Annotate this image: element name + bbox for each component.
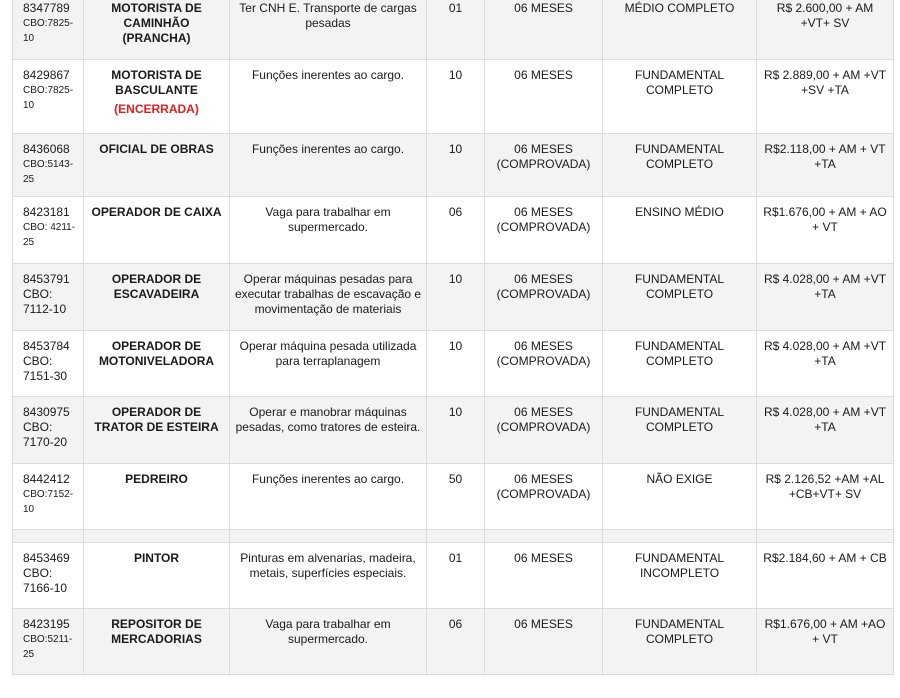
job-title-cell [84, 134, 230, 197]
salary-benefits: R$ 4.028,00 + AM +VT +TA [763, 339, 887, 368]
job-title: PEDREIRO [125, 472, 188, 486]
job-description-cell [230, 543, 427, 609]
spacer-cell [230, 530, 427, 543]
job-title: MOTORISTA DE BASCULANTE [111, 68, 202, 97]
salary-benefits-cell [757, 0, 894, 60]
job-code: 8436068 [23, 142, 70, 156]
salary-benefits: R$ 2.600,00 + AM +VT+ SV [776, 1, 874, 30]
cbo-code: CBO: 7151-30 [23, 354, 68, 383]
vacancy-count: 10 [448, 142, 463, 156]
vacancy-count: 10 [448, 68, 463, 82]
job-description-cell [230, 397, 427, 464]
education-requirement-cell [603, 60, 757, 134]
job-description-cell [230, 60, 427, 134]
job-code-cell [13, 197, 84, 264]
job-description: Funções inerentes ao cargo. [251, 472, 405, 486]
vacancy-count-cell [427, 397, 485, 464]
job-description-cell [230, 134, 427, 197]
experience-requirement: 06 MESES (COMPROVADA) [496, 142, 591, 171]
job-description-cell [230, 197, 427, 264]
job-table-container [12, 0, 898, 675]
job-title-cell [84, 543, 230, 609]
vacancy-count-cell [427, 609, 485, 675]
experience-requirement: 06 MESES (COMPROVADA) [496, 272, 591, 301]
salary-benefits-cell [757, 134, 894, 197]
spacer-cell [427, 530, 485, 543]
cbo-code: CBO:7825-10 [23, 18, 74, 44]
experience-requirement: 06 MESES [514, 1, 573, 15]
table-row [13, 464, 894, 530]
job-code-cell [13, 464, 84, 530]
job-title: OPERADOR DE CAIXA [91, 205, 222, 219]
experience-requirement-cell [485, 60, 603, 134]
education-requirement-cell [603, 331, 757, 397]
experience-requirement-cell [485, 397, 603, 464]
salary-benefits-cell [757, 543, 894, 609]
job-code: 8453784 [23, 339, 70, 353]
education-requirement: ENSINO MÉDIO [635, 205, 724, 219]
job-description-cell [230, 0, 427, 60]
vacancy-count-cell [427, 331, 485, 397]
education-requirement-cell [603, 264, 757, 331]
education-requirement: FUNDAMENTAL COMPLETO [634, 405, 725, 434]
job-description-cell [230, 331, 427, 397]
salary-benefits: R$2.118,00 + AM + VT +TA [764, 142, 886, 171]
experience-requirement-cell [485, 543, 603, 609]
salary-benefits-cell [757, 197, 894, 264]
cbo-code: CBO:7825-10 [23, 85, 74, 111]
experience-requirement: 06 MESES (COMPROVADA) [496, 405, 591, 434]
cbo-code: CBO: 7166-10 [23, 566, 68, 595]
cbo-code: CBO: 4211-25 [23, 222, 76, 248]
job-code-cell [13, 609, 84, 675]
job-description: Ter CNH E. Transporte de cargas pesadas [239, 1, 417, 30]
table-row [13, 0, 894, 60]
vacancy-count: 10 [448, 272, 463, 286]
spacer-cell [84, 530, 230, 543]
experience-requirement-cell [485, 197, 603, 264]
education-requirement: FUNDAMENTAL COMPLETO [634, 142, 725, 171]
job-title: OPERADOR DE ESCAVADEIRA [111, 272, 202, 301]
table-row [13, 197, 894, 264]
salary-benefits-cell [757, 609, 894, 675]
job-code: 8430975 [23, 405, 70, 419]
job-description-cell [230, 264, 427, 331]
job-code-cell [13, 0, 84, 60]
job-description: Vaga para trabalhar em supermercado. [265, 205, 391, 234]
job-listings-table [12, 0, 894, 675]
job-title-cell [84, 331, 230, 397]
experience-requirement: 06 MESES (COMPROVADA) [496, 339, 591, 368]
experience-requirement: 06 MESES [514, 617, 573, 631]
job-title-cell [84, 609, 230, 675]
job-title-cell [84, 0, 230, 60]
table-row [13, 134, 894, 197]
education-requirement-cell [603, 397, 757, 464]
vacancy-count: 10 [448, 405, 463, 419]
salary-benefits: R$ 4.028,00 + AM +VT +TA [763, 405, 887, 434]
job-description: Vaga para trabalhar em supermercado. [265, 617, 391, 646]
vacancy-count-cell [427, 0, 485, 60]
salary-benefits: R$ 2.889,00 + AM +VT +SV +TA [763, 68, 887, 97]
job-code: 8453791 [23, 272, 70, 286]
spacer-cell [603, 530, 757, 543]
vacancy-count-cell [427, 197, 485, 264]
spacer-cell [485, 530, 603, 543]
job-code: 8423195 [23, 617, 70, 631]
experience-requirement: 06 MESES [514, 68, 573, 82]
table-row [13, 60, 894, 134]
table-row [13, 264, 894, 331]
cbo-code: CBO:5211-25 [23, 634, 73, 660]
job-description: Operar máquinas pesadas para executar trabalhas de escavação e movimentação de materiais [234, 272, 422, 316]
education-requirement: FUNDAMENTAL COMPLETO [634, 339, 725, 368]
salary-benefits-cell [757, 397, 894, 464]
education-requirement: FUNDAMENTAL COMPLETO [634, 617, 725, 646]
job-rows [13, 0, 894, 675]
vacancy-count: 06 [448, 205, 463, 219]
job-title-cell [84, 397, 230, 464]
job-code: 8423181 [23, 205, 70, 219]
job-description: Pinturas em alvenarias, madeira, metais, superfícies especiais. [240, 551, 416, 580]
salary-benefits: R$1.676,00 + AM + AO + VT [763, 205, 887, 234]
vacancy-count: 01 [448, 551, 463, 565]
job-title: OFICIAL DE OBRAS [99, 142, 214, 156]
experience-requirement-cell [485, 134, 603, 197]
job-code-cell [13, 331, 84, 397]
job-title: MOTORISTA DE CAMINHÃO (PRANCHA) [111, 1, 202, 45]
table-row [13, 609, 894, 675]
salary-benefits-cell [757, 264, 894, 331]
salary-benefits: R$ 4.028,00 + AM +VT +TA [763, 272, 887, 301]
education-requirement: FUNDAMENTAL COMPLETO [634, 272, 725, 301]
job-title: PINTOR [133, 551, 180, 565]
vacancy-count-cell [427, 464, 485, 530]
job-title-cell [84, 264, 230, 331]
salary-benefits-cell [757, 464, 894, 530]
job-title: OPERADOR DE TRATOR DE ESTEIRA [94, 405, 219, 434]
education-requirement: NÃO EXIGE [646, 472, 713, 486]
education-requirement-cell [603, 0, 757, 60]
job-title-cell [84, 60, 230, 134]
vacancy-count: 06 [448, 617, 463, 631]
job-title-cell [84, 197, 230, 264]
education-requirement: FUNDAMENTAL INCOMPLETO [634, 551, 725, 580]
vacancy-count: 01 [448, 1, 463, 15]
table-spacer-row [13, 530, 894, 543]
table-row [13, 543, 894, 609]
experience-requirement: 06 MESES (COMPROVADA) [496, 205, 591, 234]
status-badge: (ENCERRADA) [114, 102, 199, 116]
job-code: 8429867 [23, 68, 70, 82]
experience-requirement: 06 MESES (COMPROVADA) [496, 472, 591, 501]
job-code: 8347789 [23, 1, 70, 15]
table-row [13, 397, 894, 464]
experience-requirement: 06 MESES [514, 551, 573, 565]
spacer-cell [13, 530, 84, 543]
job-title-cell [84, 464, 230, 530]
experience-requirement-cell [485, 609, 603, 675]
table-row [13, 331, 894, 397]
job-code-cell [13, 397, 84, 464]
job-description: Operar e manobrar máquinas pesadas, como tratores de esteira. [235, 405, 421, 434]
vacancy-count-cell [427, 60, 485, 134]
cbo-code: CBO:7152-10 [23, 489, 74, 515]
salary-benefits: R$2.184,60 + AM + CB [763, 551, 887, 565]
job-code: 8442412 [23, 472, 70, 486]
job-description: Operar máquina pesada utilizada para terraplanagem [239, 339, 417, 368]
education-requirement: MÉDIO COMPLETO [624, 1, 735, 15]
experience-requirement-cell [485, 0, 603, 60]
salary-benefits-cell [757, 331, 894, 397]
vacancy-count-cell [427, 264, 485, 331]
education-requirement-cell [603, 464, 757, 530]
experience-requirement-cell [485, 464, 603, 530]
job-code-cell [13, 264, 84, 331]
cbo-code: CBO: 7112-10 [23, 287, 67, 316]
education-requirement-cell [603, 197, 757, 264]
job-code-cell [13, 134, 84, 197]
experience-requirement-cell [485, 331, 603, 397]
vacancy-count: 10 [448, 339, 463, 353]
salary-benefits: R$ 2.126,52 +AM +AL +CB+VT+ SV [765, 472, 885, 501]
education-requirement: FUNDAMENTAL COMPLETO [634, 68, 725, 97]
job-code-cell [13, 60, 84, 134]
job-title: OPERADOR DE MOTONIVELADORA [98, 339, 215, 368]
job-code: 8453469 [23, 551, 70, 565]
vacancy-count: 50 [448, 472, 463, 486]
job-description-cell [230, 609, 427, 675]
salary-benefits: R$1.676,00 + AM +AO + VT [764, 617, 886, 646]
job-description: Funções inerentes ao cargo. [251, 68, 405, 82]
vacancy-count-cell [427, 543, 485, 609]
cbo-code: CBO:5143-25 [23, 159, 74, 185]
education-requirement-cell [603, 134, 757, 197]
salary-benefits-cell [757, 60, 894, 134]
job-title: REPOSITOR DE MERCADORIAS [111, 617, 202, 646]
education-requirement-cell [603, 609, 757, 675]
job-description-cell [230, 464, 427, 530]
education-requirement-cell [603, 543, 757, 609]
experience-requirement-cell [485, 264, 603, 331]
job-description: Funções inerentes ao cargo. [251, 142, 405, 156]
cbo-code: CBO: 7170-20 [23, 420, 68, 449]
spacer-cell [757, 530, 894, 543]
vacancy-count-cell [427, 134, 485, 197]
job-code-cell [13, 543, 84, 609]
